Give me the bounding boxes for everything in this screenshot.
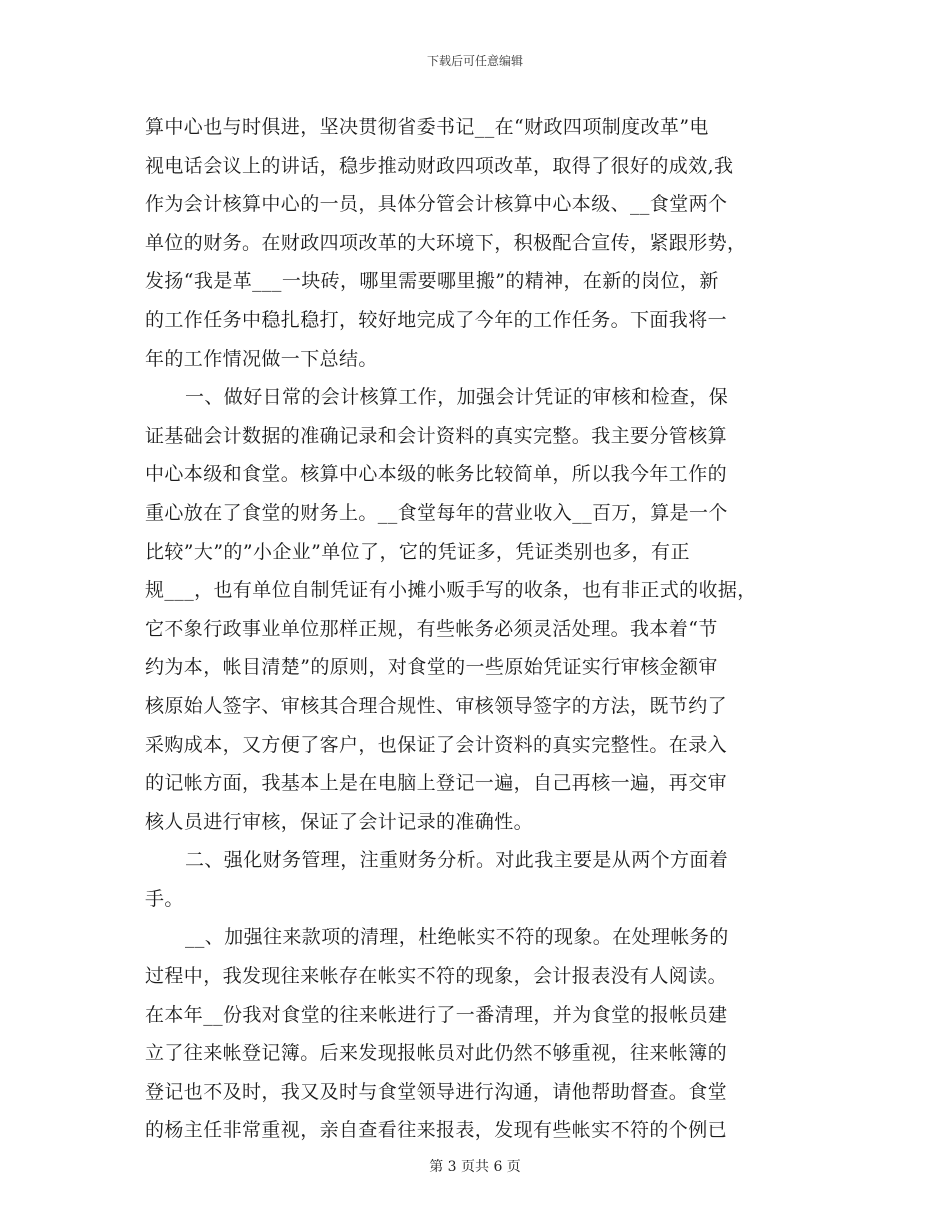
text-line: 视电话会议上的讲话，稳步推动财政四项改革，取得了很好的成效,我 [145,154,734,177]
text-line: 中心本级和食堂。核算中心本级的帐务比较简单，所以我今年工作的 [145,463,728,486]
page-header: 下载后可任意编辑 [426,54,523,68]
document-body [145,108,805,1150]
text-line: 约为本，帐目清楚”的原则，对食堂的一些原始凭证实行审核金额审 [145,656,718,679]
text-line: 的工作任务中稳扎稳打，较好地完成了今年的工作任务。下面我将一 [145,308,728,331]
text-line: 登记也不及时，我又及时与食堂领导进行沟通，请他帮助督查。食堂 [145,1080,728,1103]
text-line: 单位的财务。在财政四项改革的大环境下，积极配合宣传，紧跟形势， [145,231,747,254]
text-line: 重心放在了食堂的财务上。__食堂每年的营业收入__百万，算是一个 [145,501,728,524]
paragraph-start-line: 二、强化财务管理，注重财务分析。对此我主要是从两个方面着 [185,849,729,872]
text-line: 年的工作情况做一下总结。 [145,347,378,370]
text-line: 手。 [145,887,184,910]
text-line: 算中心也与时俱进，坚决贯彻省委书记__在“财政四项制度改革”电 [145,116,709,138]
text-line: 的记帐方面，我基本上是在电脑上登记一遍，自己再核一遍，再交审 [145,772,728,795]
text-line: 核人员进行审核，保证了会计记录的准确性。 [145,810,534,833]
text-line: 核原始人签字、审核其合理合规性、审核领导签字的方法，既节约了 [145,694,728,717]
text-line: 规___，也有单位自制凭证有小摊小贩手写的收条，也有非正式的收据， [145,579,757,602]
text-line: 在本年__份我对食堂的往来帐进行了一番清理，并为食堂的报帐员建 [145,1003,728,1026]
page-number: 第 3 页共 6 页 [429,1159,521,1175]
text-line: 发扬“我是革___一块砖，哪里需要哪里搬”的精神，在新的岗位，新 [145,270,719,293]
text-line: 过程中，我发现往来帐存在帐实不符的现象，会计报表没有人阅读。 [145,965,728,988]
text-line: 采购成本，又方便了客户，也保证了会计资料的真实完整性。在录入 [145,733,728,756]
text-line: 作为会计核算中心的一员，具体分管会计核算中心本级、__食堂两个 [145,193,728,216]
text-line: 的杨主任非常重视，亲自查看往来报表，发现有些帐实不符的个例已 [145,1119,728,1142]
paragraph-start-line: 一、做好日常的会计核算工作，加强会计凭证的审核和检查，保 [185,386,729,409]
text-line: 立了往来帐登记簿。后来发现报帐员对此仍然不够重视，往来帐簿的 [145,1042,728,1065]
text-line: 它不象行政事业单位那样正规，有些帐务必须灵活处理。我本着“节 [145,617,718,640]
text-line: 比较”大”的”小企业”单位了，它的凭证多，凭证类别也多，有正 [145,540,690,563]
text-line: 证基础会计数据的准确记录和会计资料的真实完整。我主要分管核算 [145,424,728,447]
paragraph-start-line: __、加强往来款项的清理，杜绝帐实不符的现象。在处理帐务的 [185,926,729,949]
